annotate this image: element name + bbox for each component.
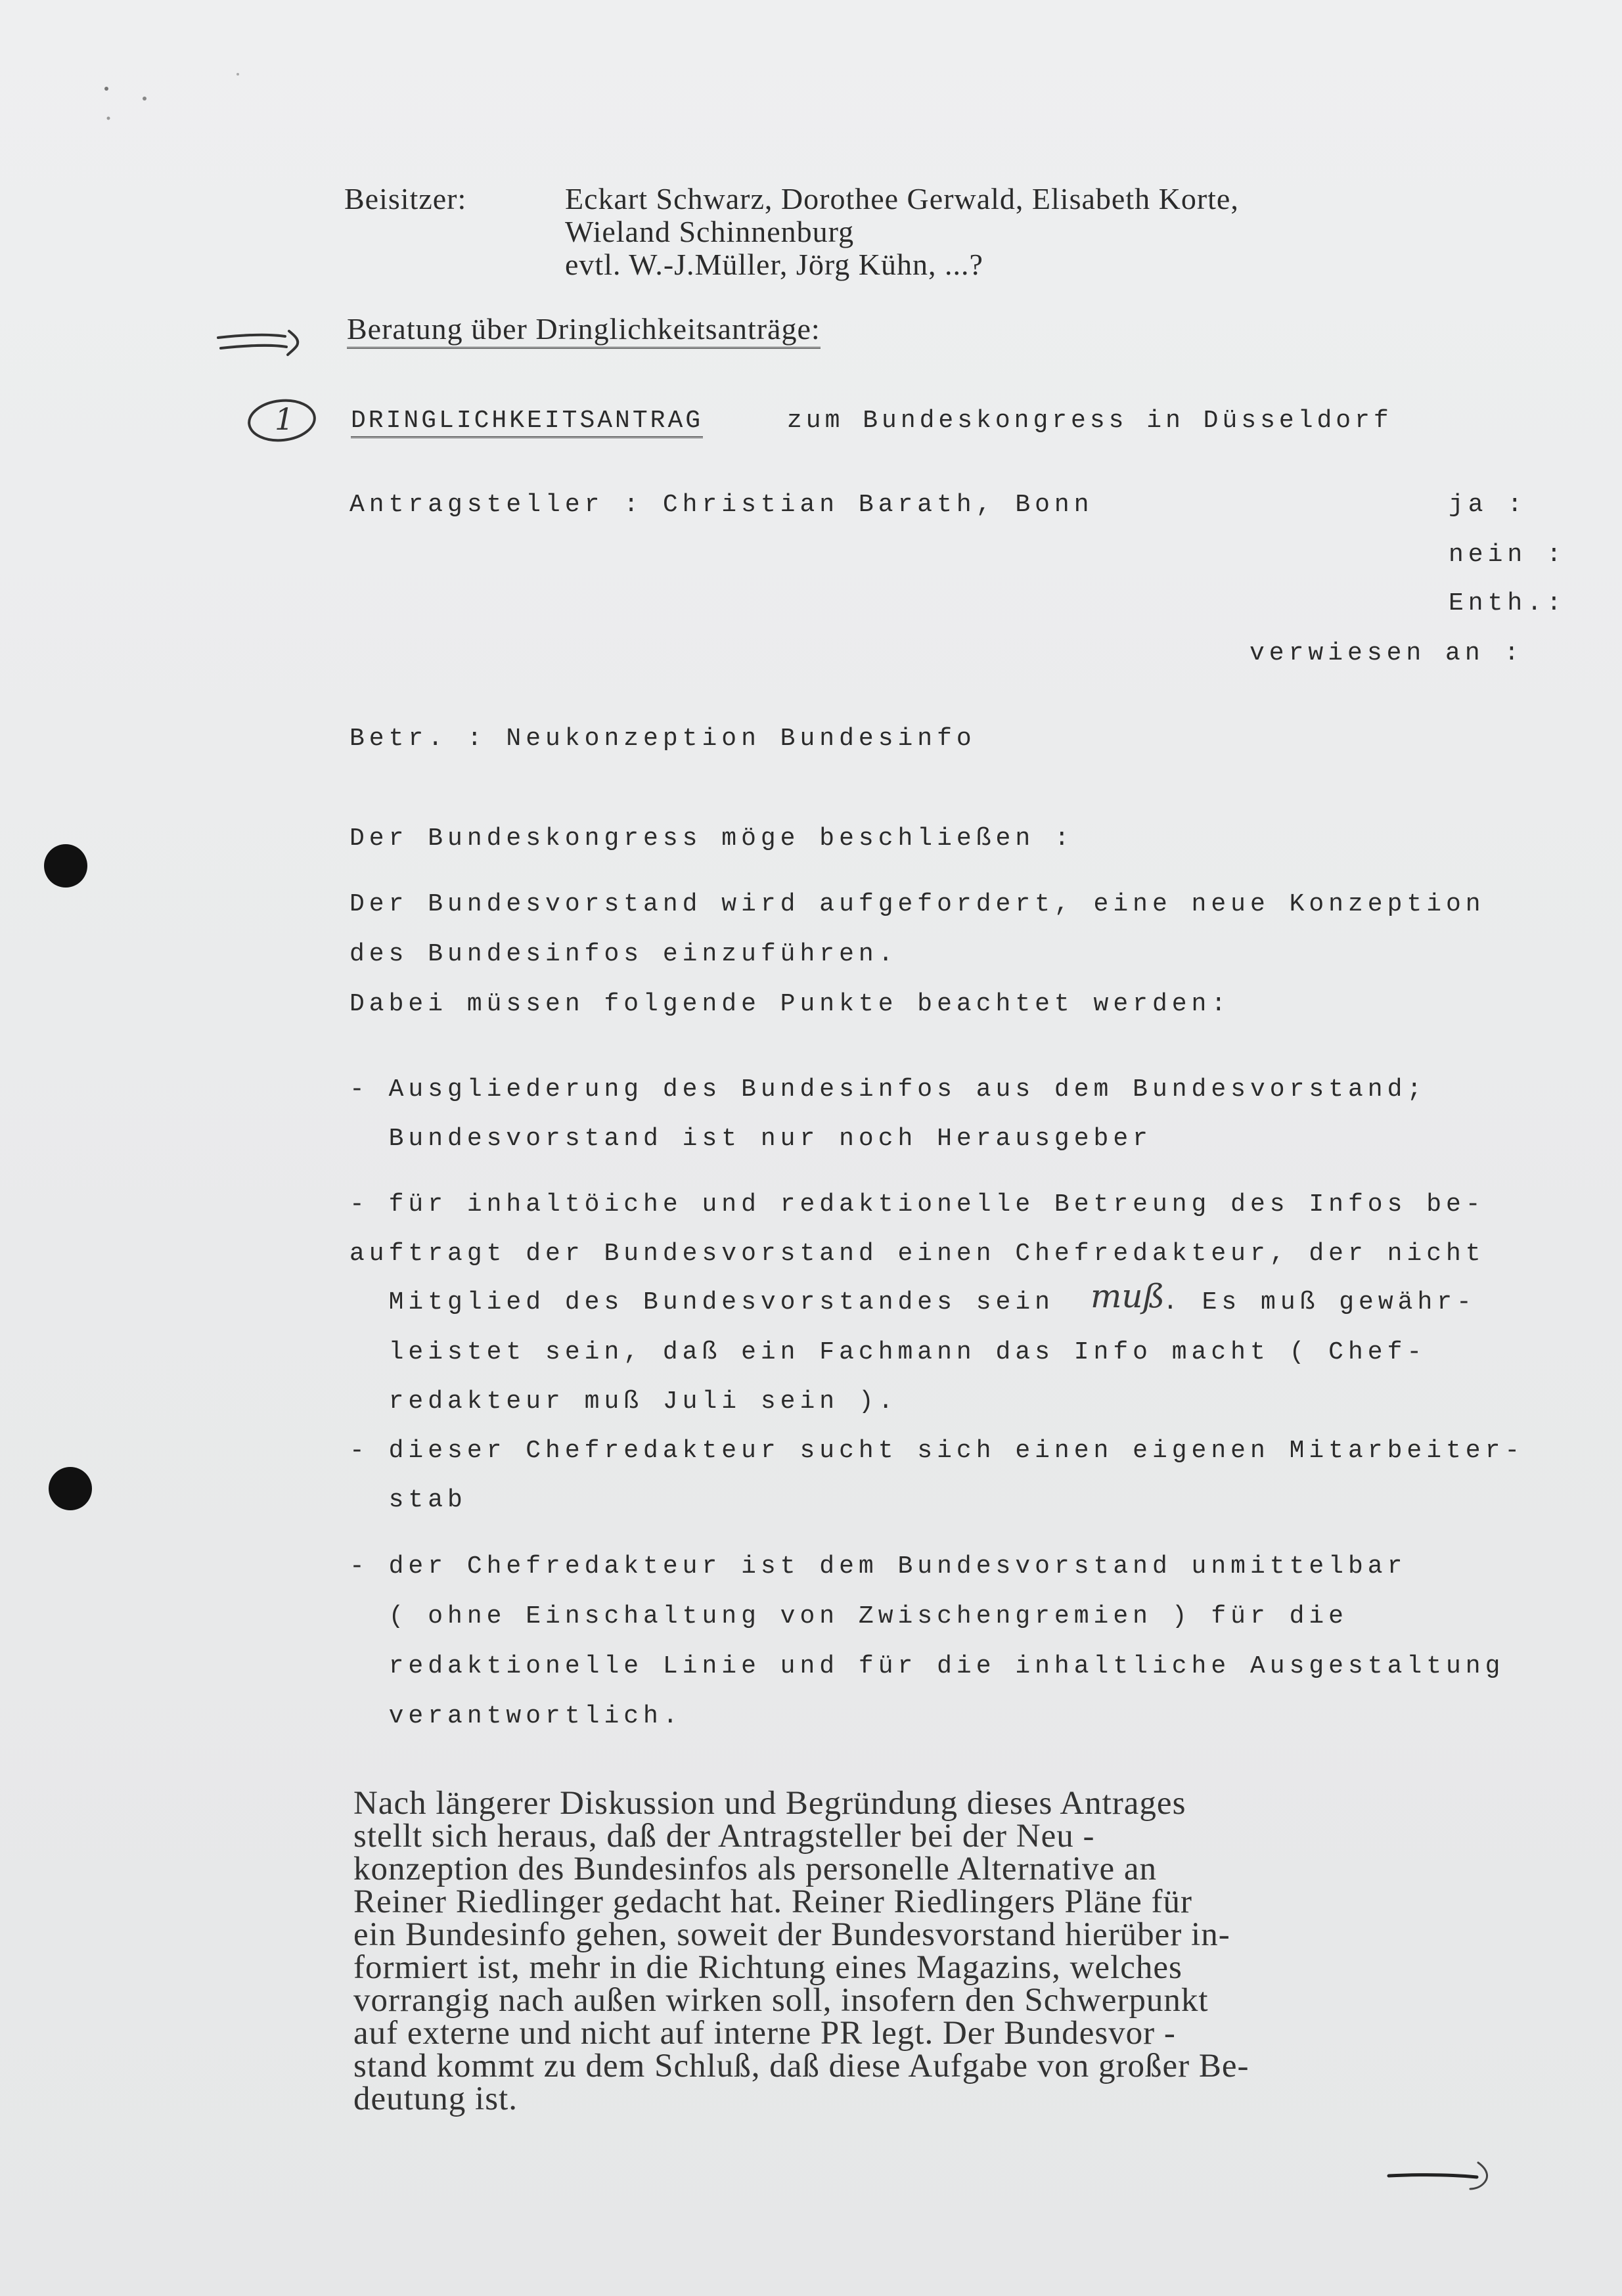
discussion-line-7: vorrangig nach außen wirken soll, insofern den Schwerpunkt (353, 1982, 1209, 2019)
discussion-line-10: deutung ist. (353, 2081, 518, 2117)
discussion-line-1: Nach längerer Diskussion und Begründung dieses Antrages (353, 1785, 1186, 1822)
vote-no: nein : (1449, 541, 1566, 569)
body-line-3: Dabei müssen folgende Punkte beachtet werden: (349, 990, 1231, 1018)
point-2-line-4: leistet sein, daß ein Fachmann das Info macht ( Chef- (349, 1338, 1427, 1366)
handwritten-correction: muß (1091, 1277, 1165, 1315)
referred-to: verwiesen an : (1250, 639, 1524, 667)
discussion-line-9: stand kommt zu dem Schluß, daß diese Aufgabe von großer Be- (353, 2048, 1250, 2084)
continuation-arrow-icon (1385, 2155, 1497, 2194)
motion-title-suffix: zum Bundeskongress in Düsseldorf (787, 407, 1393, 435)
discussion-line-4: Reiner Riedlinger gedacht hat. Reiner Riedlingers Pläne für (353, 1883, 1192, 1920)
handwritten-arrow-icon (215, 322, 307, 361)
beisitzer-label: Beisitzer: (344, 182, 467, 215)
motion-number: 1 (275, 401, 294, 437)
point-4-line-1: - der Chefredakteur ist dem Bundesvorstand unmittelbar (349, 1552, 1407, 1581)
point-2-line-3b: . Es muß gewähr- (1163, 1288, 1476, 1317)
resolve-intro: Der Bundeskongress möge beschließen : (349, 824, 1074, 853)
point-1-line-1: - Ausgliederung des Bundesinfos aus dem Bundesvorstand; (349, 1075, 1427, 1104)
body-line-2: des Bundesinfos einzuführen. (349, 940, 898, 968)
beisitzer-line-3: evtl. W.-J.Müller, Jörg Kühn, ...? (565, 248, 983, 281)
discussion-line-8: auf externe und nicht auf interne PR legt. Der Bundesvor - (353, 2015, 1176, 2052)
point-3-line-1: - dieser Chefredakteur sucht sich einen eigenen Mitarbeiter- (349, 1437, 1525, 1465)
discussion-line-2: stellt sich heraus, daß der Antragsteller bei der Neu - (353, 1818, 1095, 1855)
point-4-line-3: redaktionelle Linie und für die inhaltliche Ausgestaltung (349, 1652, 1505, 1680)
point-2-line-5: redakteur muß Juli sein ). (349, 1387, 898, 1416)
motion-title: DRINGLICHKEITSANTRAG (351, 409, 703, 438)
discussion-line-5: ein Bundesinfo gehen, soweit der Bundesvorstand hierüber in- (353, 1916, 1230, 1953)
beisitzer-line-1: Eckart Schwarz, Dorothee Gerwald, Elisabeth Korte, (565, 182, 1239, 215)
vote-abstain: Enth.: (1449, 589, 1566, 618)
applicant-line: Antragsteller : Christian Barath, Bonn (349, 491, 1094, 519)
point-4-line-4: verantwortlich. (349, 1702, 683, 1730)
vote-yes: ja : (1449, 491, 1527, 519)
section-heading: Beratung über Dringlichkeitsanträge: (347, 314, 821, 349)
point-2-line-2: auftragt der Bundesvorstand einen Chefredakteur, der nicht (349, 1240, 1485, 1268)
body-line-1: Der Bundesvorstand wird aufgefordert, eine neue Konzeption (349, 890, 1485, 918)
discussion-line-6: formiert ist, mehr in die Richtung eines Magazins, welches (353, 1949, 1183, 1986)
point-4-line-2: ( ohne Einschaltung von Zwischengremien ) für die (349, 1602, 1348, 1631)
point-1-line-2: Bundesvorstand ist nur noch Herausgeber (349, 1125, 1152, 1153)
punch-hole-lower (49, 1467, 92, 1510)
point-2-line-1: - für inhaltöiche und redaktionelle Betreung des Infos be- (349, 1190, 1485, 1219)
subject-line: Betr. : Neukonzeption Bundesinfo (349, 725, 976, 753)
point-2-line-3a: Mitglied des Bundesvorstandes sein (349, 1288, 1054, 1317)
discussion-line-3: konzeption des Bundesinfos als personelle Alternative an (353, 1851, 1158, 1887)
point-3-line-2: stab (349, 1486, 467, 1514)
beisitzer-line-2: Wieland Schinnenburg (565, 215, 855, 248)
paper-specks (99, 62, 256, 135)
punch-hole-upper (44, 844, 87, 888)
